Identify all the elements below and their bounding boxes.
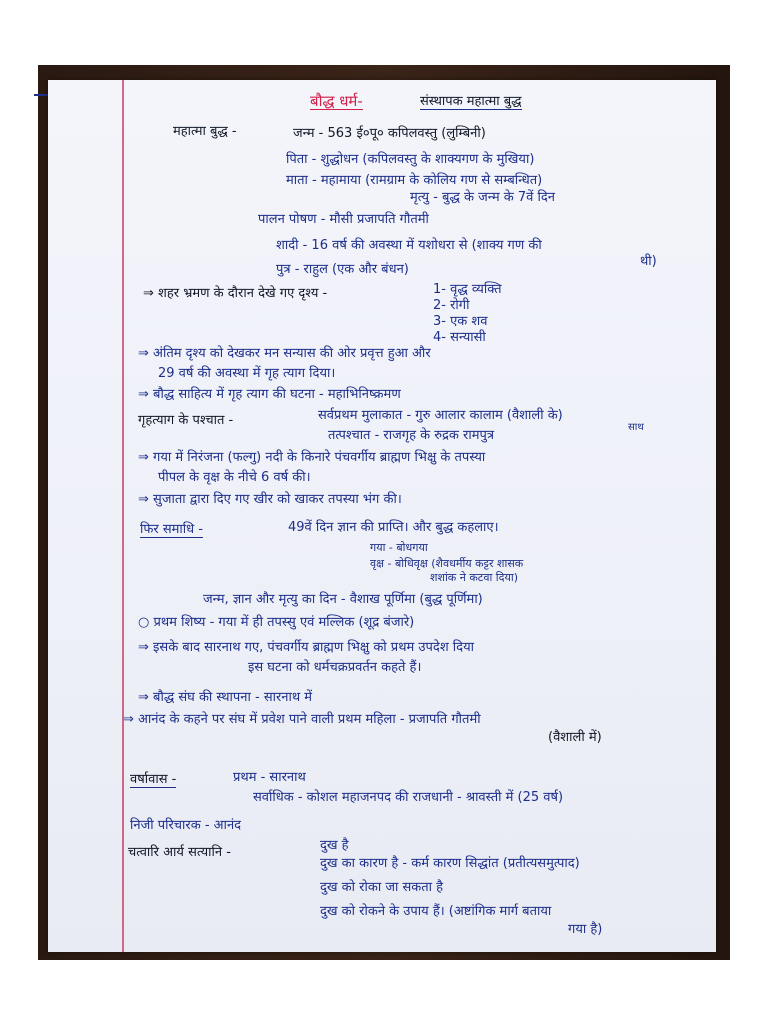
notebook-page xyxy=(48,80,716,952)
vassa-most-line: सर्वाधिक - कोशल महाजनपद की राजधानी - श्रावस्ती में (25 वर्ष) xyxy=(253,790,564,805)
mother-death-line: मृत्यु - बुद्ध के जन्म के 7वें दिन xyxy=(410,190,556,205)
sujata-line: ⇒ सुजाता द्वारा दिए गए खीर को खाकर तपस्या भंग की। xyxy=(138,492,402,507)
sight-item: 1- वृद्ध व्यक्ति xyxy=(433,282,502,297)
vassa-label: वर्षावास - xyxy=(130,772,177,787)
vaishali-line: (वैशाली में) xyxy=(548,730,602,745)
sight-item: 4- सन्यासी xyxy=(433,330,486,345)
renunciation-line: 29 वर्ष की अवस्था में गृह त्याग दिया। xyxy=(158,366,336,381)
vassa-first-line: प्रथम - सारनाथ xyxy=(233,770,306,785)
first-disciples-line: ○ प्रथम शिष्य - गया में ही तपस्सु एवं मल्लिक (शूद्र बंजारे) xyxy=(138,615,415,630)
renunciation-line: ⇒ अंतिम दृश्य को देखकर मन सन्यास की ओर प्रवृत्त हुआ और xyxy=(138,346,431,361)
noble-truth-note: गया है) xyxy=(568,922,603,937)
noble-truth-item: दुख है xyxy=(320,838,349,853)
gaya-line: पीपल के वृक्ष के नीचे 6 वर्ष की। xyxy=(158,470,311,485)
sights-label: ⇒ शहर भ्रमण के दौरान देखे गए दृश्य - xyxy=(143,286,328,301)
noble-truth-item: दुख को रोका जा सकता है xyxy=(320,880,444,895)
noble-truths-label: चत्वारि आर्य सत्यानि - xyxy=(128,845,231,860)
foster-line: पालन पोषण - मौसी प्रजापति गौतमी xyxy=(258,212,429,227)
birth-line: जन्म - 563 ई०पू० कपिलवस्तु (लुम्बिनी) xyxy=(293,126,486,141)
sarnath-line: ⇒ इसके बाद सारनाथ गए, पंचवर्गीय ब्राह्मण भिक्षु को प्रथम उपदेश दिया xyxy=(138,640,474,655)
father-line: पिता - शुद्धोधन (कपिलवस्तु के शाक्यगण के मुखिया) xyxy=(286,152,535,167)
marriage-line-end: थी) xyxy=(640,254,657,269)
after-renunciation-label: गृहत्याग के पश्चात - xyxy=(138,413,234,428)
sight-item: 3- एक शव xyxy=(433,314,488,329)
ananda-line: ⇒ आनंद के कहने पर संघ में प्रवेश पाने वाली प्रथम महिला - प्रजापति गौतमी xyxy=(123,712,481,727)
buddha-label: महात्मा बुद्ध - xyxy=(173,124,237,139)
sangha-line: ⇒ बौद्ध संघ की स्थापना - सारनाथ में xyxy=(138,690,313,705)
page-title: बौद्ध धर्म- xyxy=(310,92,363,110)
first-teacher-line: सर्वप्रथम मुलाकात - गुरु आलार कालाम (वैशाली के) xyxy=(318,408,563,423)
noble-truth-item: दुख का कारण है - कर्म कारण सिद्धांत (प्रतीत्यसमुत्पाद) xyxy=(320,856,580,871)
with-note: साथ xyxy=(628,422,644,433)
gaya-line: ⇒ गया में निरंजना (फल्गु) नदी के किनारे पंचवर्गीय ब्राह्मण भिक्षु के तपस्या xyxy=(138,450,486,465)
second-teacher-line: तत्पश्चात - राजगृह के रुद्रक रामपुत्र xyxy=(328,428,495,443)
sight-item: 2- रोगी xyxy=(433,298,470,313)
samadhi-label: फिर समाधि - xyxy=(140,522,203,537)
attendant-line: निजी परिचारक - आनंद xyxy=(130,818,242,833)
enlightenment-line: 49वें दिन ज्ञान की प्राप्ति। और बुद्ध कहलाए। xyxy=(288,520,499,535)
mother-line: माता - महामाया (रामग्राम के कोलिय गण से सम्बन्धित) xyxy=(286,173,543,188)
page-subtitle: संस्थापक महात्मा बुद्ध xyxy=(420,94,522,109)
vaishakh-purnima-line: जन्म, ज्ञान और मृत्यु का दिन - वैशाख पूर्णिमा (बुद्ध पूर्णिमा) xyxy=(203,592,483,607)
bodhi-tree-line: शशांक ने कटवा दिया) xyxy=(430,571,519,584)
bodhgaya-line: गया - बोधगया xyxy=(370,541,428,554)
marriage-line: शादी - 16 वर्ष की अवस्था में यशोधरा से (शाक्य गण की xyxy=(276,238,542,253)
son-line: पुत्र - राहुल (एक और बंधन) xyxy=(276,262,409,277)
dharmachakra-line: इस घटना को धर्मचक्रप्रवर्तन कहते हैं। xyxy=(248,660,422,675)
noble-truth-item: दुख को रोकने के उपाय हैं। (अष्टांगिक मार्ग बताया xyxy=(320,904,552,919)
margin-line xyxy=(122,80,124,952)
bodhi-tree-line: वृक्ष - बोधिवृक्ष (शैवधर्मीय कट्टर शासक xyxy=(370,557,524,570)
mahabhinishkraman-line: ⇒ बौद्ध साहित्य में गृह त्याग की घटना - महाभिनिष्क्रमण xyxy=(138,387,401,402)
